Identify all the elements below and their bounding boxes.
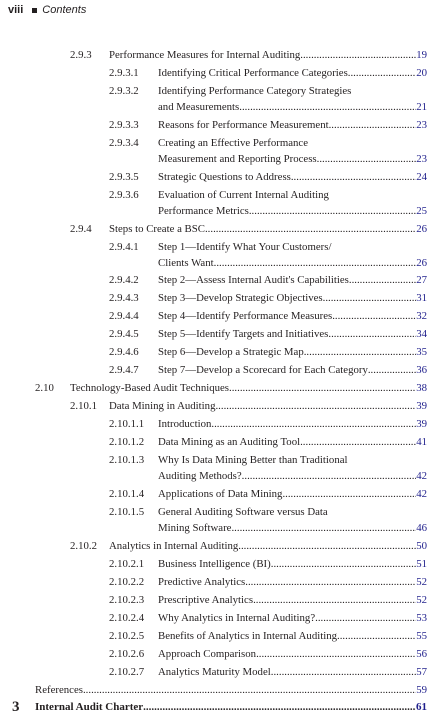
toc-entry[interactable] <box>0 683 439 697</box>
toc-title: General Auditing Software versus Data <box>158 506 328 518</box>
toc-title: Step 7—Develop a Scorecard for Each Category <box>158 364 368 376</box>
toc-title: Step 2—Assess Internal Audit's Capabilities <box>158 274 349 286</box>
toc-page-link[interactable]: 35 <box>416 346 427 358</box>
toc-entry[interactable] <box>0 345 439 359</box>
toc-title: Benefits of Analytics in Internal Auditing <box>158 630 338 642</box>
toc-title: Why Is Data Mining Better than Traditional <box>158 454 348 466</box>
toc-leader <box>229 381 416 395</box>
toc-entry[interactable] <box>0 136 439 150</box>
toc-page-link[interactable]: 27 <box>416 274 427 286</box>
toc-title: Performance Measures for Internal Auditing <box>109 49 301 61</box>
toc-page-link[interactable]: 32 <box>416 310 427 322</box>
toc-entry[interactable] <box>0 435 439 449</box>
toc-title: Why Analytics in Internal Auditing? <box>158 612 316 624</box>
running-title: Contents <box>42 4 87 16</box>
toc-number: 2.9.4.6 <box>109 346 139 358</box>
toc-title: Step 6—Develop a Strategic Map <box>158 346 304 358</box>
toc-leader <box>291 170 416 184</box>
toc-leader <box>211 417 416 431</box>
toc-number: 2.9.4.2 <box>109 274 139 286</box>
toc-leader <box>337 629 416 643</box>
toc-number: 2.9.4.4 <box>109 310 139 322</box>
toc-leader <box>349 273 416 287</box>
toc-page-link[interactable]: 36 <box>416 364 427 376</box>
toc-number: 2.9.3.5 <box>109 171 139 183</box>
toc-number: 2.10.2.1 <box>109 558 145 570</box>
toc-title: Data Mining as an Auditing Tool <box>158 436 301 448</box>
toc-entry[interactable] <box>0 611 439 625</box>
toc-number: 2.10.2.7 <box>109 666 145 678</box>
toc-entry[interactable] <box>0 100 439 114</box>
toc-leader <box>83 683 416 697</box>
toc-leader <box>143 700 416 714</box>
toc-leader <box>315 611 416 625</box>
toc-leader <box>242 469 417 483</box>
toc-leader <box>300 435 416 449</box>
toc-leader <box>317 152 417 166</box>
toc-title: Approach Comparison <box>158 648 257 660</box>
toc-leader <box>253 593 416 607</box>
toc-leader <box>245 575 416 589</box>
toc-title: Performance Metrics <box>158 205 249 217</box>
toc-leader <box>329 118 417 132</box>
toc-entry[interactable] <box>0 66 439 80</box>
toc-entry[interactable] <box>0 665 439 679</box>
toc-leader <box>300 48 416 62</box>
toc-title: Clients Want <box>158 257 214 269</box>
toc-page-link[interactable]: 42 <box>416 470 427 482</box>
toc-entry[interactable] <box>0 291 439 305</box>
toc-entry[interactable] <box>0 118 439 132</box>
toc-page-link[interactable]: 34 <box>416 328 427 340</box>
toc-entry[interactable] <box>0 521 439 535</box>
toc-title: Creating an Effective Performance <box>158 137 308 149</box>
toc-page-link[interactable]: 20 <box>416 67 427 79</box>
toc-entry[interactable] <box>0 327 439 341</box>
toc-entry[interactable] <box>0 629 439 643</box>
toc-title: Step 3—Develop Strategic Objectives <box>158 292 323 304</box>
toc-entry[interactable] <box>0 593 439 607</box>
toc-leader <box>271 665 416 679</box>
toc-number: 2.10.1.4 <box>109 488 145 500</box>
toc-page-link[interactable]: 39 <box>416 400 427 412</box>
toc-entry[interactable] <box>0 557 439 571</box>
toc-number: 2.10.1.2 <box>109 436 145 448</box>
toc-page-link[interactable]: 21 <box>416 101 427 113</box>
toc-leader <box>239 100 416 114</box>
toc-entry[interactable] <box>0 204 439 218</box>
toc-number: 2.9.4.1 <box>109 241 139 253</box>
toc-title: and Measurements <box>158 101 240 113</box>
toc-title: Technology-Based Audit Techniques <box>70 382 230 394</box>
toc-leader <box>328 327 416 341</box>
running-header <box>8 3 86 17</box>
toc-title: Predictive Analytics <box>158 576 246 588</box>
toc-entry[interactable] <box>0 363 439 377</box>
toc-title: Applications of Data Mining <box>158 488 283 500</box>
toc-page-link[interactable]: 26 <box>416 223 427 235</box>
toc-title: Prescriptive Analytics <box>158 594 254 606</box>
toc-title: Step 5—Identify Targets and Initiatives <box>158 328 329 340</box>
toc-entry[interactable] <box>0 399 439 413</box>
toc-entry[interactable] <box>0 539 439 553</box>
toc-entry[interactable] <box>0 469 439 483</box>
toc-entry[interactable] <box>0 647 439 661</box>
toc-page-link[interactable]: 56 <box>416 648 427 660</box>
toc-title: Identifying Critical Performance Categories <box>158 67 348 79</box>
toc-page-link[interactable]: 23 <box>416 119 427 131</box>
square-bullet-icon <box>32 8 37 13</box>
chapter-number: 3 <box>12 699 20 715</box>
toc-leader <box>304 345 416 359</box>
toc-number: 2.10.1.3 <box>109 454 145 466</box>
toc-entry[interactable] <box>0 188 439 202</box>
toc-title: Auditing Methods? <box>158 470 242 482</box>
toc-number: 2.9.4.5 <box>109 328 139 340</box>
toc-title: Analytics in Internal Auditing <box>109 540 239 552</box>
toc-leader <box>282 487 416 501</box>
toc-number: 2.9.4.3 <box>109 292 139 304</box>
toc-entry[interactable] <box>0 309 439 323</box>
toc-leader <box>332 309 416 323</box>
toc-page-link[interactable]: 50 <box>416 540 427 552</box>
toc-number: 2.9.4.7 <box>109 364 139 376</box>
toc-leader <box>348 66 416 80</box>
toc-number: 2.9.4 <box>70 223 92 235</box>
toc-title: Reasons for Performance Measurement <box>158 119 329 131</box>
toc-page-link[interactable]: 41 <box>416 436 427 448</box>
toc-leader <box>238 539 416 553</box>
toc-entry[interactable] <box>0 453 439 467</box>
toc-number: 2.10.2.6 <box>109 648 145 660</box>
toc-page-link[interactable]: 38 <box>416 382 427 394</box>
toc-entry[interactable] <box>0 84 439 98</box>
toc-entry[interactable] <box>0 48 439 62</box>
toc-number: 2.10.1.1 <box>109 418 145 430</box>
toc-page-link[interactable]: 61 <box>416 701 427 713</box>
toc-title: References <box>35 684 83 696</box>
toc-leader <box>323 291 417 305</box>
toc-page-link[interactable]: 39 <box>416 418 427 430</box>
toc-page-link[interactable]: 26 <box>416 257 427 269</box>
toc-number: 2.9.3.1 <box>109 67 139 79</box>
toc-page-link[interactable]: 24 <box>416 171 427 183</box>
toc-number: 2.10.1 <box>70 400 97 412</box>
toc-leader <box>215 399 416 413</box>
toc-page-link[interactable]: 25 <box>416 205 427 217</box>
toc-title: Identifying Performance Category Strategies <box>158 85 352 97</box>
toc-number: 2.10.2.2 <box>109 576 145 588</box>
toc-number: 2.9.3.4 <box>109 137 139 149</box>
toc-page-link[interactable]: 59 <box>416 684 427 696</box>
toc-number: 2.9.3 <box>70 49 92 61</box>
page-number: viii <box>8 4 24 16</box>
toc-title: Step 1—Identify What Your Customers/ <box>158 241 332 253</box>
toc-entry[interactable] <box>0 256 439 270</box>
toc-number: 2.9.3.3 <box>109 119 139 131</box>
toc-title: Analytics Maturity Model <box>158 666 271 678</box>
toc-entry[interactable] <box>0 575 439 589</box>
toc-number: 2.9.3.2 <box>109 85 139 97</box>
toc-page-link[interactable]: 46 <box>416 522 427 534</box>
toc-leader <box>368 363 416 377</box>
toc-title: Mining Software <box>158 522 232 534</box>
toc-page-link[interactable]: 42 <box>416 488 427 500</box>
toc-entry[interactable] <box>0 417 439 431</box>
toc-page-link[interactable]: 52 <box>416 594 427 606</box>
toc-number: 2.10.1.5 <box>109 506 145 518</box>
toc-entry[interactable] <box>0 222 439 236</box>
toc-title: Evaluation of Current Internal Auditing <box>158 189 329 201</box>
toc-leader <box>231 521 416 535</box>
toc-title: Business Intelligence (BI) <box>158 558 271 570</box>
toc-page-link[interactable]: 55 <box>416 630 427 642</box>
toc-number: 2.10.2.3 <box>109 594 145 606</box>
toc-number: 2.10.2 <box>70 540 97 552</box>
toc-leader <box>214 256 417 270</box>
toc-entry[interactable] <box>0 273 439 287</box>
toc-number: 2.10 <box>35 382 54 394</box>
toc-entry[interactable] <box>0 487 439 501</box>
toc-page-link[interactable]: 53 <box>416 612 427 624</box>
toc-page-link[interactable]: 52 <box>416 576 427 588</box>
toc-number: 2.10.2.4 <box>109 612 145 624</box>
toc-entry[interactable] <box>0 240 439 254</box>
toc-title: Strategic Questions to Address <box>158 171 291 183</box>
toc-page-link[interactable]: 23 <box>416 153 427 165</box>
toc-entry[interactable] <box>0 152 439 166</box>
toc-entry[interactable] <box>0 170 439 184</box>
toc-title: Data Mining in Auditing <box>109 400 216 412</box>
toc-page-link[interactable]: 57 <box>416 666 427 678</box>
toc-title: Measurement and Reporting Process <box>158 153 317 165</box>
toc-page-link[interactable]: 31 <box>416 292 427 304</box>
toc-leader <box>205 222 416 236</box>
toc-entry[interactable] <box>0 505 439 519</box>
toc-leader <box>271 557 416 571</box>
chapter-title: Internal Audit Charter <box>35 701 144 713</box>
toc-title: Steps to Create a BSC <box>109 223 205 235</box>
toc-page-link[interactable]: 51 <box>416 558 427 570</box>
toc-number: 2.10.2.5 <box>109 630 145 642</box>
toc-chapter-entry[interactable] <box>0 700 439 714</box>
toc-title: Introduction <box>158 418 212 430</box>
toc-leader <box>249 204 416 218</box>
toc-leader <box>256 647 416 661</box>
toc-entry[interactable] <box>0 381 439 395</box>
toc-page-link[interactable]: 19 <box>416 49 427 61</box>
toc-title: Step 4—Identify Performance Measures <box>158 310 333 322</box>
toc-number: 2.9.3.6 <box>109 189 139 201</box>
